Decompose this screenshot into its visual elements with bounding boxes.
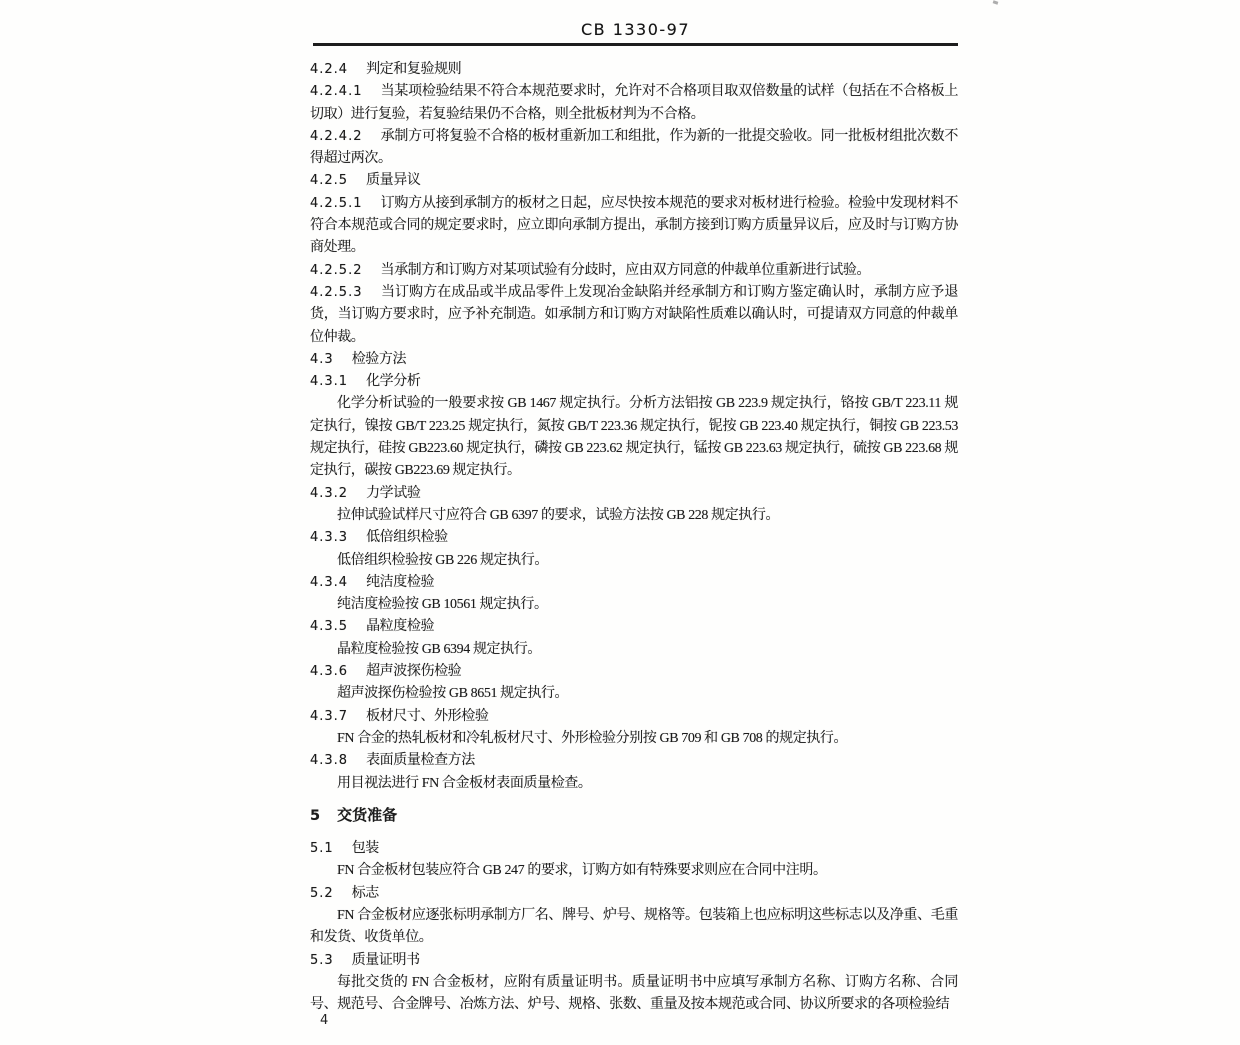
clause-paragraph [310, 81, 958, 126]
paragraph-text: 当某项检验结果不符合本规范要求时，允许对不合格项目取双倍数量的试样（包括在不合格板上切取）进行复验，若复验结果仍不合格，则全批板材判为不合格。 [310, 84, 958, 122]
clause-title: 交货准备 [337, 807, 398, 824]
clause-title: 质量异议 [366, 173, 421, 189]
clause-heading [310, 59, 958, 81]
document-body [310, 59, 958, 1016]
clause-heading [310, 616, 958, 638]
body-paragraph [310, 594, 958, 616]
clause-heading [310, 950, 958, 972]
paragraph-text: 承制方可将复验不合格的板材重新加工和组批，作为新的一批提交验收。同一批板材组批次数不得超过两次。 [310, 128, 958, 167]
body-paragraph [310, 905, 958, 950]
clause-heading [310, 750, 958, 772]
paragraph-text: 用目视法进行 FN 合金板材表面质量检查。 [337, 775, 592, 791]
clause-number: 4.3.2 [310, 485, 349, 501]
paragraph-text: 当订购方在成品或半成品零件上发现冶金缺陷并经承制方和订购方鉴定确认时，承制方应予退货，当订购方要求时，应予补充制造。如承制方和订购方对缺陷性质难以确认时，可提请双方同意的仲裁单位仲裁。 [310, 284, 958, 345]
body-paragraph [310, 639, 958, 661]
paragraph-text: FN 合金的热轧板材和冷轧板材尺寸、外形检验分别按 GB 709 和 GB 708 的规定执行。 [337, 730, 848, 746]
clause-title: 包装 [351, 841, 379, 857]
standard-code-header: CB 1330-97 [580, 20, 691, 39]
clause-heading [310, 706, 958, 728]
clause-title: 检验方法 [351, 351, 407, 367]
clause-title: 低倍组织检验 [366, 530, 448, 546]
paragraph-text: 拉伸试验试样尺寸应符合 GB 6397 的要求，试验方法按 GB 228 规定执行。 [337, 507, 780, 523]
paragraph-text: 当承制方和订购方对某项试验有分歧时，应由双方同意的仲裁单位重新进行试验。 [380, 262, 871, 278]
clause-paragraph [310, 126, 958, 171]
clause-number: 4.3 [310, 351, 334, 367]
clause-number: 4.3.6 [310, 664, 349, 680]
paragraph-text: 超声波探伤检验按 GB 8651 规定执行。 [337, 686, 569, 702]
paragraph-text: 低倍组织检验按 GB 226 规定执行。 [337, 552, 548, 568]
clause-title: 板材尺寸、外形检验 [366, 708, 489, 724]
clause-number: 4.2.5.3 [310, 284, 363, 300]
clause-title: 纯洁度检验 [366, 574, 435, 590]
page-number: 4 [320, 1013, 329, 1028]
clause-number: 4.2.4.2 [310, 128, 363, 144]
clause-number: 4.3.3 [310, 530, 349, 546]
clause-title: 判定和复验规则 [366, 62, 462, 77]
body-paragraph [310, 728, 958, 750]
clause-title: 质量证明书 [351, 952, 420, 968]
body-paragraph [310, 683, 958, 705]
scan-artifact-speck [993, 0, 999, 4]
paragraph-text: 每批交货的 FN 合金板材，应附有质量证明书。质量证明书中应填写承制方名称、订购方名称、合同号、规范号、合金牌号、冶炼方法、炉号、规格、张数、重量及按本规范或合同、协议所要求的各项检验结 [310, 974, 958, 1013]
clause-number: 4.3.8 [310, 753, 349, 769]
clause-heading [310, 527, 958, 549]
clause-number: 4.3.5 [310, 619, 349, 635]
clause-heading [310, 572, 958, 594]
clause-paragraph [310, 260, 958, 282]
body-paragraph [310, 550, 958, 572]
paragraph-text: 化学分析试验的一般要求按 GB 1467 规定执行。分析方法铝按 GB 223.9 规定执行，铬按 GB/T 223.11 规定执行，镍按 GB/T 223.25 规定执行，氮按 GB/T 223.36 规定执行，铌按 GB 223.40 规定执行，铜按 GB 223.53 规定执行，硅按 GB223.60 规定执行，磷按 GB 223.62 规定执行，锰按 GB 223.63 规定执行，硫按 GB 223.68 规定执行，碳按 GB223.69 规定执行。 [310, 396, 958, 479]
clause-title: 超声波探伤检验 [366, 664, 462, 680]
clause-heading [310, 349, 958, 371]
clause-heading [310, 483, 958, 505]
clause-title: 化学分析 [366, 374, 421, 390]
clause-number: 4.2.5 [310, 173, 349, 189]
clause-number: 5 [310, 807, 322, 824]
section-heading [310, 805, 958, 827]
paragraph-text: 纯洁度检验按 GB 10561 规定执行。 [337, 597, 548, 613]
clause-heading [310, 371, 958, 393]
clause-title: 标志 [351, 885, 379, 901]
clause-number: 4.3.4 [310, 574, 349, 590]
clause-title: 晶粒度检验 [366, 619, 435, 635]
clause-heading [310, 883, 958, 905]
body-paragraph [310, 393, 958, 482]
clause-paragraph [310, 282, 958, 349]
clause-number: 4.3.7 [310, 708, 349, 724]
clause-heading [310, 838, 958, 860]
paragraph-text: FN 合金板材应逐张标明承制方厂名、牌号、炉号、规格等。包装箱上也应标明这些标志以及净重、毛重和发货、收货单位。 [310, 907, 958, 946]
clause-number: 5.1 [310, 841, 334, 857]
clause-number: 5.3 [310, 952, 334, 968]
clause-title: 力学试验 [366, 485, 421, 501]
clause-number: 4.3.1 [310, 374, 349, 390]
clause-number: 5.2 [310, 885, 334, 901]
clause-title: 表面质量检查方法 [366, 753, 475, 769]
header-rule [313, 43, 958, 46]
clause-number: 4.2.4 [310, 62, 349, 77]
body-paragraph [310, 972, 958, 1017]
clause-number: 4.2.4.1 [310, 84, 363, 100]
body-paragraph [310, 773, 958, 795]
clause-number: 4.2.5.1 [310, 195, 363, 211]
body-paragraph [310, 505, 958, 527]
body-paragraph [310, 860, 958, 882]
paragraph-text: FN 合金板材包装应符合 GB 247 的要求，订购方如有特殊要求则应在合同中注明。 [337, 863, 827, 879]
paragraph-text: 晶粒度检验按 GB 6394 规定执行。 [337, 641, 541, 657]
clause-paragraph [310, 193, 958, 260]
paragraph-text: 订购方从接到承制方的板材之日起，应尽快按本规范的要求对板材进行检验。检验中发现材料不符合本规范或合同的规定要求时，应立即向承制方提出，承制方接到订购方质量异议后，应及时与订购方协商处理。 [310, 195, 958, 256]
clause-heading [310, 170, 958, 192]
clause-number: 4.2.5.2 [310, 262, 363, 278]
clause-heading [310, 661, 958, 683]
